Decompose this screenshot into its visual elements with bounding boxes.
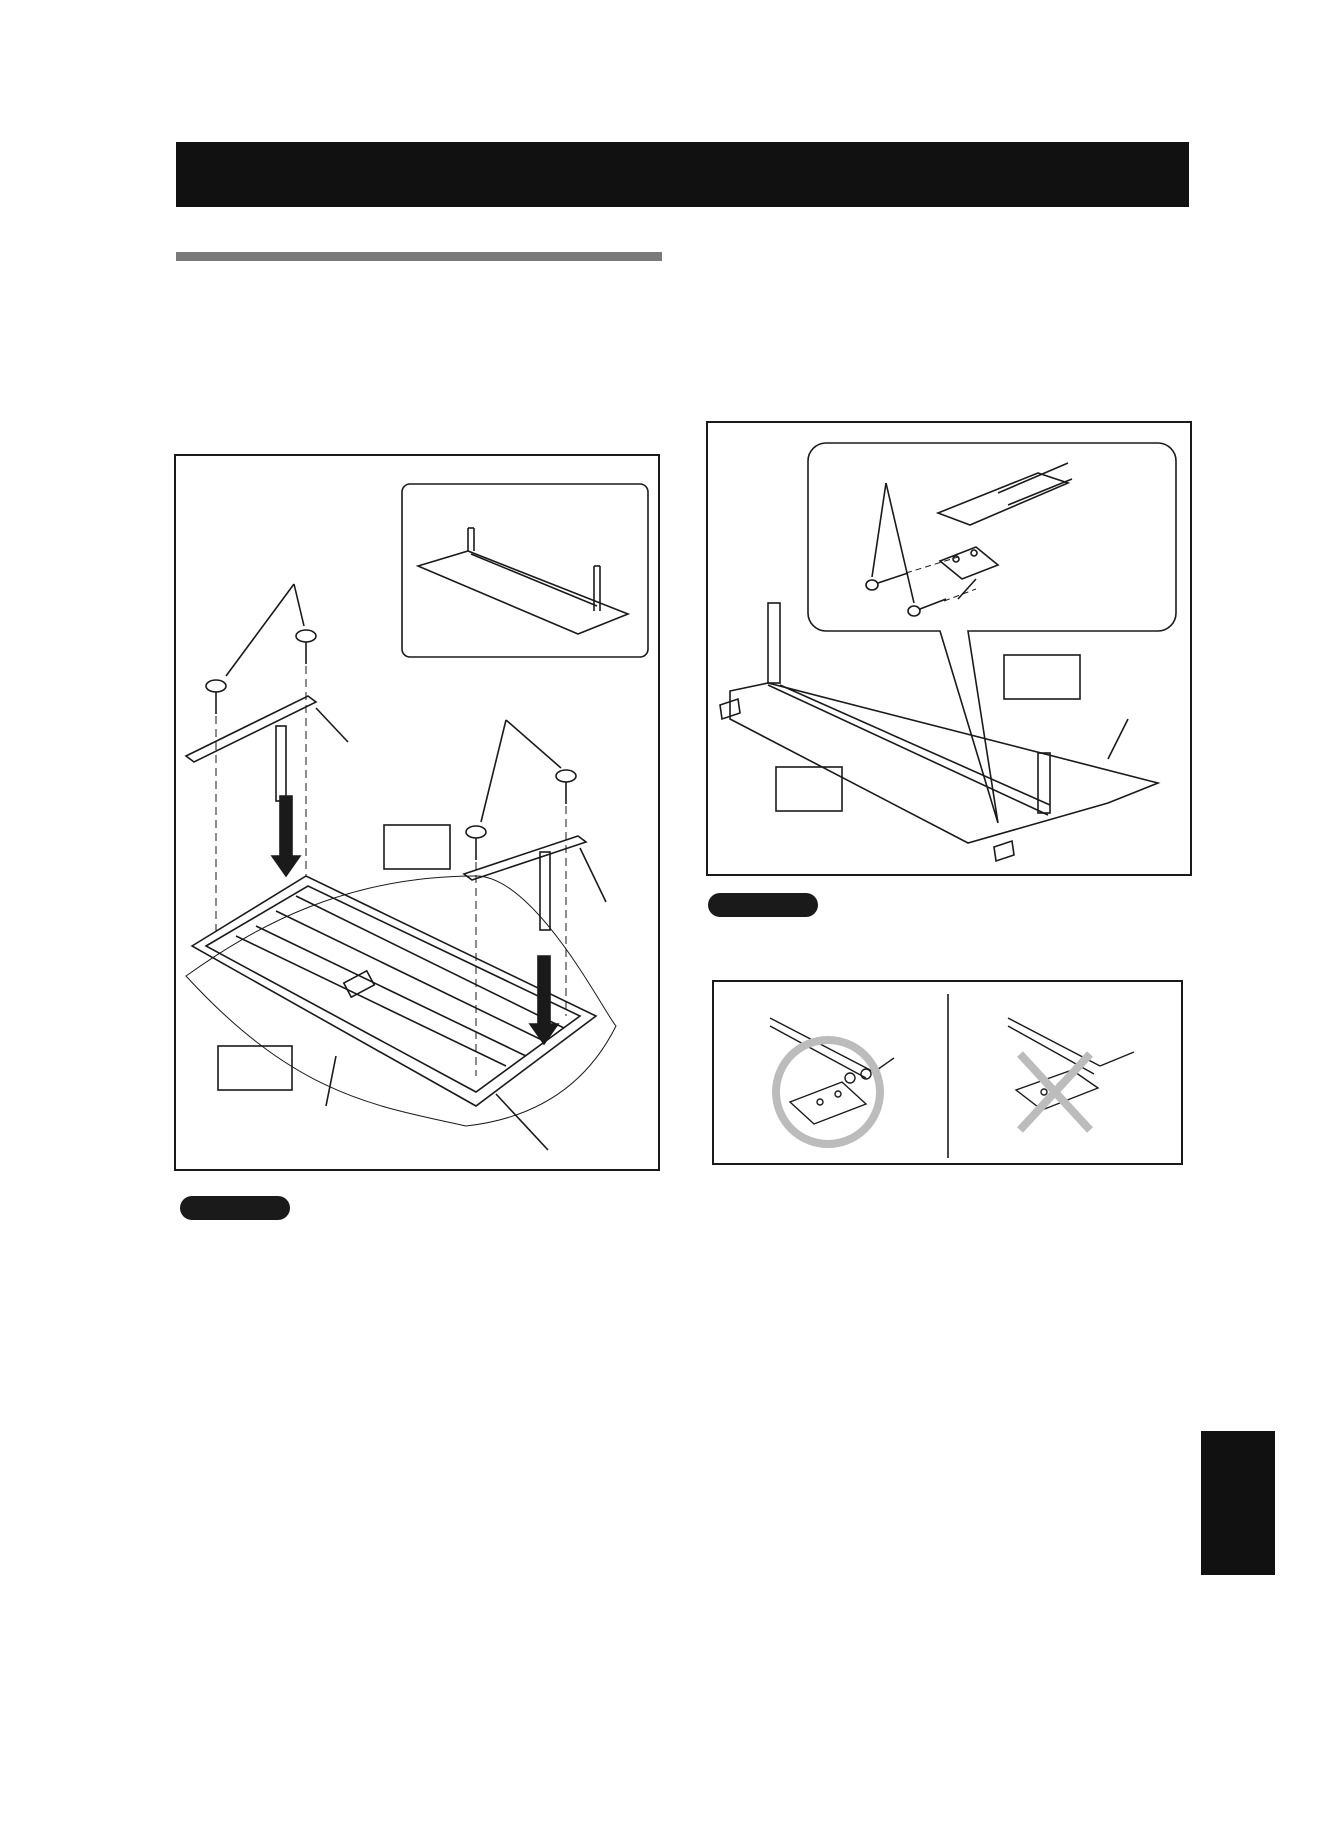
correct-incorrect-illustration [714, 982, 1185, 1167]
arrow-down-left [272, 796, 300, 876]
screw-top-left [206, 680, 226, 714]
label-box-middle [384, 825, 450, 869]
base-bracket-illustration [708, 423, 1194, 878]
correct-circle-icon [776, 1040, 880, 1144]
stand-bracket-right [464, 836, 586, 930]
bracket-detail [866, 463, 1072, 616]
screw-right-low [466, 826, 486, 860]
inset-base-plate [418, 551, 628, 634]
note-label-right [708, 893, 818, 917]
label-box-right-top [1004, 655, 1080, 699]
label-box-lower-left [218, 1046, 292, 1090]
screw-right-top [556, 770, 576, 804]
stand-assembly-illustration [176, 456, 662, 1173]
label-box-right-left [776, 767, 842, 811]
display-panel-back [192, 876, 596, 1106]
inset-frame [402, 484, 648, 657]
arrow-down-right [530, 956, 558, 1044]
stand-base [720, 603, 1158, 861]
stand-bracket-left [186, 696, 316, 801]
figure-base-bracket-detail [706, 421, 1192, 876]
figure-correct-incorrect [712, 980, 1183, 1165]
protective-cloth [186, 876, 616, 1126]
section-heading-rule [176, 252, 662, 261]
screw-top-mid [296, 630, 316, 664]
zoom-callout [808, 443, 1176, 823]
incorrect-cross-icon [1020, 1054, 1090, 1130]
side-section-tab [1201, 1431, 1275, 1575]
note-label-left [180, 1196, 290, 1220]
header-bar [176, 142, 1189, 207]
figure-stand-assembly [174, 454, 660, 1171]
